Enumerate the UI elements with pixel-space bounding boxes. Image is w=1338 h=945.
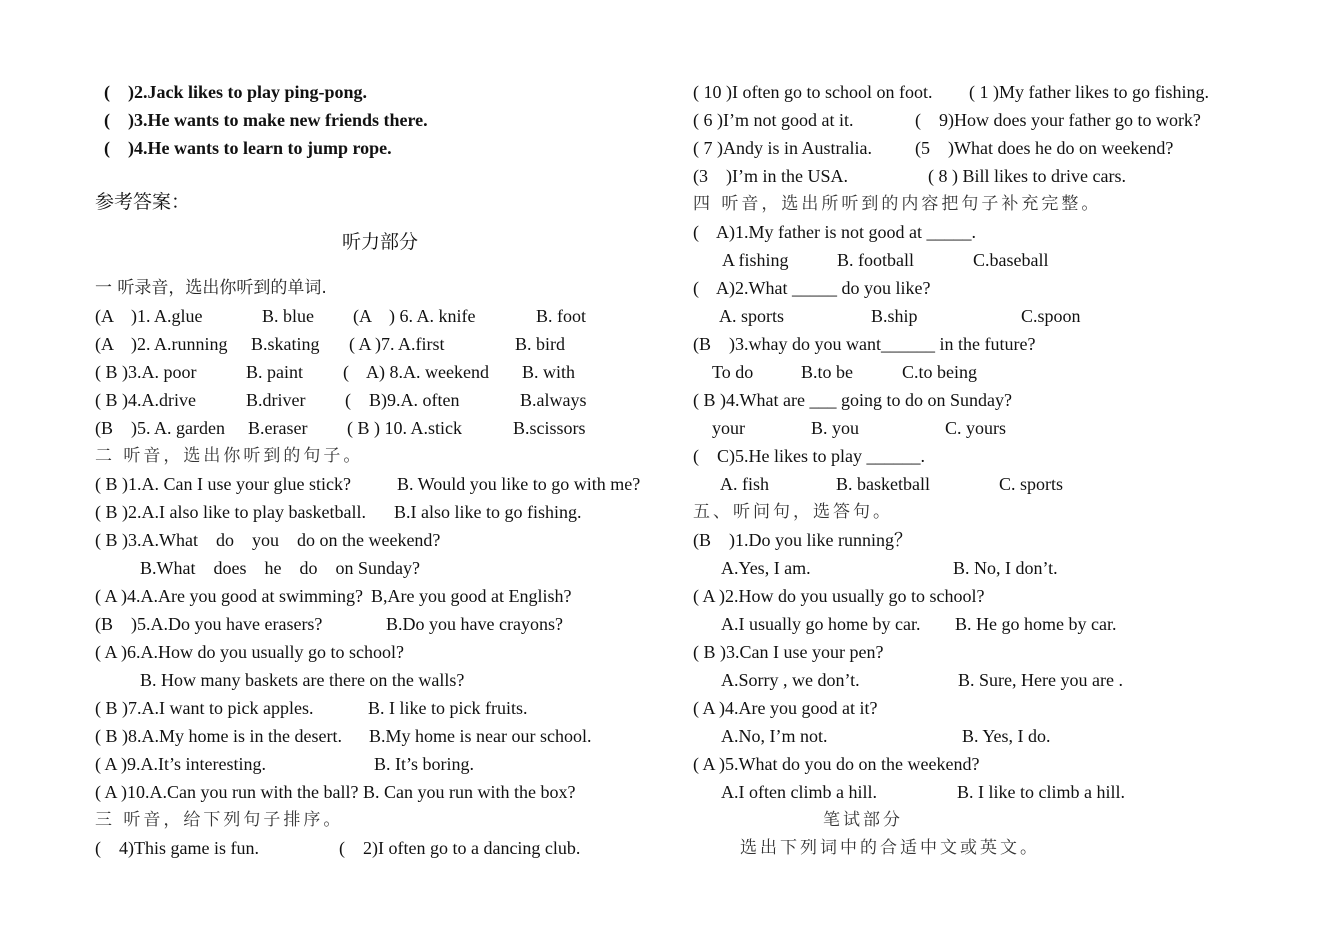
text-segment: B. you — [811, 418, 860, 438]
text-segment: B.I also like to go fishing. — [394, 502, 582, 522]
text-segment: B. foot — [536, 306, 587, 326]
text-segment: B. I like to pick fruits. — [368, 698, 528, 718]
text-segment: B. football — [837, 250, 914, 270]
text-segment: B. blue — [262, 306, 314, 326]
text-segment: (B )3.whay do you want______ in the future? — [693, 334, 1036, 354]
text-segment: ( )4.He wants to learn to jump rope. — [104, 138, 392, 158]
text-segment: ( A) 8.A. weekend — [343, 362, 489, 382]
text-segment: C. yours — [945, 418, 1007, 438]
text-segment: ( B )8.A.My home is in the desert. — [95, 726, 342, 746]
text-segment: 四 听音，选出所听到的内容把句子补充完整。 — [693, 194, 1102, 214]
text-segment: ( B )4.What are ___ going to do on Sunday? — [693, 390, 1012, 410]
text-segment: B. How many baskets are there on the walls? — [140, 670, 465, 690]
text-segment: 听力部分 — [342, 231, 419, 253]
text-segment: A.No, I’m not. — [721, 726, 828, 746]
text-segment: A.I often climb a hill. — [721, 782, 877, 802]
text-segment: ( A )4.Are you good at it? — [693, 698, 878, 718]
text-segment: 二 听音，选出你听到的句子。 — [95, 446, 364, 466]
text-segment: B.always — [520, 390, 587, 410]
text-segment: (A )2. A.running — [95, 334, 228, 354]
text-segment: C. sports — [999, 474, 1064, 494]
text-segment: C.spoon — [1021, 306, 1081, 326]
text-segment: B. paint — [246, 362, 303, 382]
text-segment: B.Do you have crayons? — [386, 614, 563, 634]
text-segment: ( A )6.A.How do you usually go to school? — [95, 642, 404, 662]
text-segment: ( 1 )My father likes to go fishing. — [969, 82, 1209, 102]
text-segment: B.skating — [251, 334, 320, 354]
text-segment: (5 )What does he do on weekend? — [915, 138, 1174, 158]
text-segment: A fishing — [722, 250, 789, 270]
text-segment: B. No, I don’t. — [953, 558, 1058, 578]
text-segment: 五、听问句，选答句。 — [693, 502, 893, 522]
text-segment: ( B )1.A. Can I use your glue stick? — [95, 474, 351, 494]
text-segment: B. He go home by car. — [955, 614, 1117, 634]
text-segment: ( 10 )I often go to school on foot. — [693, 82, 933, 102]
text-segment: A.Yes, I am. — [721, 558, 811, 578]
text-segment: ( A )10.A.Can you run with the ball? B. Can you run with the box? — [95, 782, 576, 802]
text-segment: B.What does he do on Sunday? — [140, 558, 420, 578]
text-segment: 参考答案： — [95, 191, 191, 213]
text-segment: ( B )3.Can I use your pen? — [693, 642, 884, 662]
text-segment: B.to be — [801, 362, 853, 382]
text-segment: A.I usually go home by car. — [721, 614, 921, 634]
text-segment: ( A )7. A.first — [349, 334, 445, 354]
text-segment: A.Sorry , we don’t. — [721, 670, 860, 690]
text-segment: ( 8 ) Bill likes to drive cars. — [928, 166, 1126, 186]
text-segment: ( A)1.My father is not good at _____. — [693, 222, 976, 242]
text-segment: ( A )5.What do you do on the weekend? — [693, 754, 980, 774]
text-segment: ( 6 )I’m not good at it. — [693, 110, 854, 130]
text-segment: your — [712, 418, 745, 438]
text-segment: ( 7 )Andy is in Australia. — [693, 138, 872, 158]
text-segment: To do — [712, 362, 754, 382]
text-segment: 一 听录音，选出你听到的单词. — [95, 278, 327, 298]
text-segment: ( A )9.A.It’s interesting. — [95, 754, 266, 774]
text-segment: B. Sure, Here you are . — [958, 670, 1123, 690]
text-segment: B.eraser — [248, 418, 308, 438]
text-segment: ( B)9.A. often — [345, 390, 460, 410]
text-segment: 笔试部分 — [823, 810, 903, 830]
text-segment: B.ship — [871, 306, 918, 326]
text-segment: (A ) 6. A. knife — [353, 306, 476, 326]
text-segment: B. Yes, I do. — [962, 726, 1051, 746]
text-segment: B.driver — [246, 390, 306, 410]
text-segment: B. I like to climb a hill. — [957, 782, 1125, 802]
text-segment: B. It’s boring. — [374, 754, 475, 774]
text-segment: ( 9)How does your father go to work? — [915, 110, 1201, 130]
text-segment: B. basketball — [836, 474, 930, 494]
text-segment: ( 2)I often go to a dancing club. — [339, 838, 581, 858]
text-segment: C.baseball — [973, 250, 1049, 270]
text-segment: ( A)2.What _____ do you like? — [693, 278, 931, 298]
text-segment: A. sports — [719, 306, 785, 326]
text-segment: ( B ) 10. A.stick — [347, 418, 462, 438]
text-segment: (B )5. A. garden — [95, 418, 225, 438]
text-segment: ( )2.Jack likes to play ping-pong. — [104, 82, 368, 102]
text-segment: C.to being — [902, 362, 977, 382]
text-segment: B,Are you good at English? — [371, 586, 572, 606]
text-segment: ( B )2.A.I also like to play basketball. — [95, 502, 366, 522]
text-segment: ( B )3.A. poor — [95, 362, 197, 382]
text-segment: A. fish — [720, 474, 769, 494]
text-segment: ( B )3.A.What do you do on the weekend? — [95, 530, 441, 550]
text-segment: ( 4)This game is fun. — [95, 838, 259, 858]
text-segment: (B )5.A.Do you have erasers? — [95, 614, 323, 634]
text-segment: (A )1. A.glue — [95, 306, 203, 326]
text-segment: ( A )2.How do you usually go to school? — [693, 586, 985, 606]
text-segment: 三 听音，给下列句子排序。 — [95, 810, 344, 830]
text-segment: B.My home is near our school. — [369, 726, 592, 746]
text-segment: ( C)5.He likes to play ______. — [693, 446, 925, 466]
text-segment: ( B )7.A.I want to pick apples. — [95, 698, 314, 718]
text-segment: (B )1.Do you like running？ — [693, 530, 912, 550]
text-segment: ( A )4.A.Are you good at swimming? — [95, 586, 363, 606]
text-segment: 选出下列词中的合适中文或英文。 — [740, 838, 1040, 858]
text-segment: B. with — [522, 362, 576, 382]
text-segment: B. bird — [515, 334, 566, 354]
text-segment: ( B )4.A.drive — [95, 390, 196, 410]
text-segment: ( )3.He wants to make new friends there. — [104, 110, 428, 130]
text-segment: B. Would you like to go with me? — [397, 474, 641, 494]
text-segment: B.scissors — [513, 418, 586, 438]
text-segment: (3 )I’m in the USA. — [693, 166, 848, 186]
